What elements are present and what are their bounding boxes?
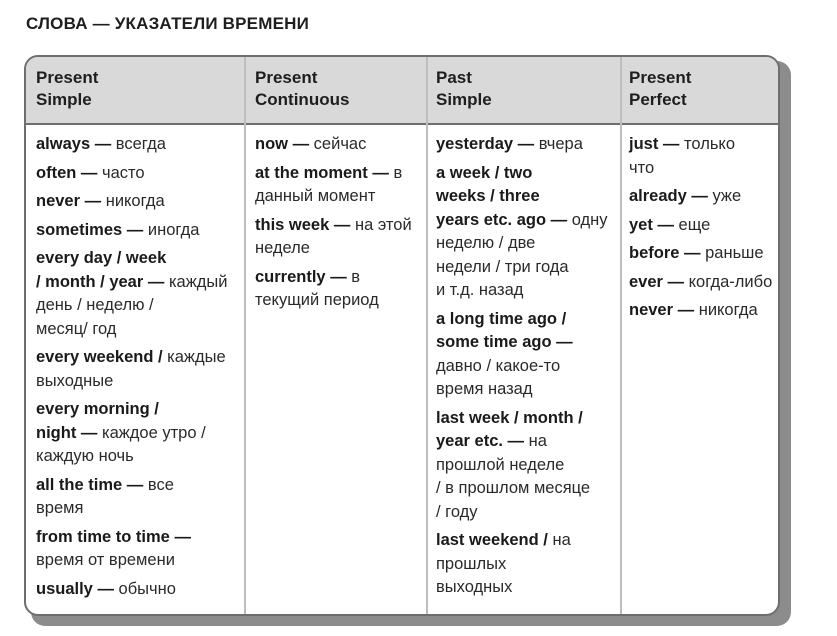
list-item xyxy=(36,346,241,393)
russian-translation: всегда xyxy=(115,135,166,153)
list-item xyxy=(36,190,241,214)
separator: — xyxy=(546,210,572,229)
list-item xyxy=(436,407,618,525)
english-term: yet xyxy=(629,215,653,234)
english-term: never xyxy=(36,192,81,210)
english-term: never xyxy=(629,301,674,319)
russian-translation: каждый день / неделю / месяц/ год xyxy=(36,272,228,338)
column-divider xyxy=(620,57,622,614)
english-term: all the time xyxy=(36,475,123,494)
list-item xyxy=(629,214,777,238)
page-title: СЛОВА — УКАЗАТЕЛИ ВРЕМЕНИ xyxy=(26,14,310,33)
separator: — xyxy=(122,220,148,239)
list-item xyxy=(36,247,241,341)
russian-translation: в текущий период xyxy=(255,267,379,309)
english-term: a week / two weeks / three years etc. ago xyxy=(436,163,547,229)
header-past-simple: Past Simple xyxy=(436,68,492,109)
russian-translation: все время xyxy=(36,475,174,517)
separator: — xyxy=(662,272,689,291)
column-present-simple xyxy=(36,133,241,606)
list-item xyxy=(629,299,777,323)
english-term: every day / week / month / year xyxy=(36,249,167,291)
russian-translation: обычно xyxy=(118,579,176,598)
header-present-perfect: Present Perfect xyxy=(629,68,692,109)
russian-translation: еще xyxy=(678,215,711,234)
separator: — xyxy=(673,301,699,319)
russian-translation: иногда xyxy=(147,220,200,239)
list-item xyxy=(629,185,777,209)
separator: — xyxy=(169,527,191,546)
russian-translation: вчера xyxy=(538,135,583,153)
russian-translation: на прошлых выходных xyxy=(436,531,571,596)
separator: — xyxy=(76,163,102,182)
russian-translation: время от времени xyxy=(36,551,175,569)
list-item xyxy=(629,133,777,180)
separator: — xyxy=(658,135,685,153)
russian-translation: никогда xyxy=(698,301,758,319)
column-divider xyxy=(244,57,246,614)
russian-translation: в данный момент xyxy=(255,163,403,205)
separator: — xyxy=(679,244,706,262)
separator: — xyxy=(325,267,352,286)
english-term: already xyxy=(629,187,687,205)
column-past-simple xyxy=(436,133,618,605)
russian-translation: раньше xyxy=(705,244,764,262)
english-term: now xyxy=(255,135,288,153)
english-term: last weekend / xyxy=(436,531,548,549)
list-item xyxy=(255,214,423,261)
list-item xyxy=(36,133,241,157)
english-term: sometimes xyxy=(36,220,123,239)
english-term: this week xyxy=(255,215,330,234)
separator: — xyxy=(686,187,713,205)
list-item xyxy=(436,308,618,402)
separator: — xyxy=(143,272,169,291)
separator: — xyxy=(329,215,355,234)
list-item xyxy=(436,162,618,303)
english-term: every weekend / xyxy=(36,348,163,366)
separator: — xyxy=(513,135,539,153)
separator: — xyxy=(551,333,573,351)
english-term: often xyxy=(36,163,77,182)
separator: — xyxy=(90,135,116,153)
russian-translation: на прошлой неделе / в прошлом месяце / году xyxy=(436,432,591,521)
english-term: last week / month / year etc. xyxy=(436,408,583,450)
separator: — xyxy=(122,475,148,494)
english-term: currently xyxy=(255,267,326,286)
column-present-continuous xyxy=(255,133,423,318)
english-term: a long time ago / some time ago xyxy=(436,309,567,351)
separator: — xyxy=(502,432,529,450)
list-item xyxy=(36,162,241,186)
list-item xyxy=(255,162,423,209)
list-item xyxy=(36,578,241,602)
russian-translation: часто xyxy=(102,163,145,182)
english-term: from time to time xyxy=(36,527,170,546)
russian-translation: на этой неделе xyxy=(255,215,412,257)
time-markers-table xyxy=(24,55,780,616)
list-item xyxy=(629,271,777,295)
header-present-continuous: Present Continuous xyxy=(255,68,350,109)
separator: — xyxy=(80,192,106,210)
separator: — xyxy=(652,215,679,234)
english-term: at the moment xyxy=(255,163,368,182)
english-term: before xyxy=(629,244,680,262)
list-item xyxy=(436,529,618,600)
column-divider xyxy=(426,57,428,614)
separator: — xyxy=(288,135,314,153)
list-item xyxy=(36,474,241,521)
english-term: ever xyxy=(629,272,663,291)
russian-translation: одну неделю / две недели / три года и т.д. назад xyxy=(436,210,608,299)
english-term: usually xyxy=(36,579,93,598)
russian-translation: каждые выходные xyxy=(36,348,226,390)
russian-translation: когда-либо xyxy=(688,272,773,291)
separator: — xyxy=(367,163,394,182)
russian-translation: давно / какое-то время назад xyxy=(436,356,561,398)
english-term: always xyxy=(36,135,91,153)
russian-translation: только что xyxy=(629,135,736,177)
russian-translation: каждое утро / каждую ночь xyxy=(36,423,206,465)
russian-translation: сейчас xyxy=(313,135,367,153)
english-term: every morning / night xyxy=(36,400,159,442)
list-item xyxy=(255,133,423,157)
column-present-perfect xyxy=(629,133,777,328)
english-term: yesterday xyxy=(436,135,514,153)
separator: — xyxy=(92,579,119,598)
list-item xyxy=(36,219,241,243)
list-item xyxy=(629,242,777,266)
list-item xyxy=(36,398,241,469)
list-item xyxy=(255,266,423,313)
russian-translation: никогда xyxy=(105,192,165,210)
header-present-simple: Present Simple xyxy=(36,68,99,109)
russian-translation: уже xyxy=(712,187,742,205)
english-term: just xyxy=(629,135,659,153)
separator: — xyxy=(76,423,102,442)
list-item xyxy=(436,133,618,157)
list-item xyxy=(36,526,241,573)
